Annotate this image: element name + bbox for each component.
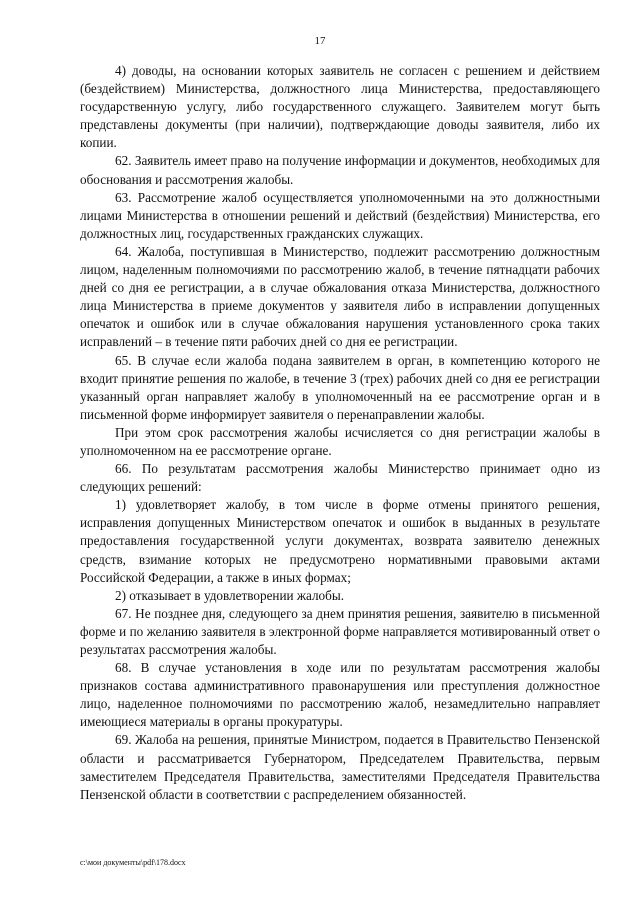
- paragraph-62: 62. Заявитель имеет право на получение информации и документов, необходимых для обоснования и рассмотрения жалобы.: [80, 153, 600, 187]
- paragraph-67: 67. Не позднее дня, следующего за днем принятия решения, заявителю в письменной форме и по желанию заявителя в электронной форме направляется мотивированный ответ о результатах рассмотрения жалобы.: [80, 605, 600, 657]
- footer-file-path: c:\мои документы\pdf\178.docx: [80, 858, 186, 867]
- paragraph-64: 64. Жалоба, поступившая в Министерство, подлежит рассмотрению должностным лицом, наделенным полномочиями по рассмотрению жалоб, в течение пятнадцати рабочих дней со дня ее регистрации, а в случае обжалования отказа Министерства, должностного лица Министерства в приеме документов у заявителя либо в исправлении допущенных опечаток и ошибок или в случае обжалования нарушения установленного срока таких исправлений – в течение пяти рабочих дней со дня ее регистрации.: [80, 243, 600, 350]
- paragraph-65-continuation: При этом срок рассмотрения жалобы исчисляется со дня регистрации жалобы в уполномоченном на ее рассмотрение органе.: [80, 424, 600, 458]
- paragraph-66-item-1: 1) удовлетворяет жалобу, в том числе в форме отмены принятого решения, исправления допущенных Министерством опечаток и ошибок в выданных в результате предоставления государственной услуги документах, возврата заявителю денежных средств, взимание которых не предусмотрено нормативными правовыми актами Российской Федерации, а также в иных формах;: [80, 497, 600, 585]
- paragraph-66-item-2: 2) отказывает в удовлетворении жалобы.: [115, 587, 345, 603]
- paragraph-66: 66. По результатам рассмотрения жалобы Министерство принимает одно из следующих решений:: [80, 461, 600, 495]
- document-body: [80, 62, 600, 804]
- paragraph-item-4: 4) доводы, на основании которых заявитель не согласен с решением и действием (бездействием) Министерства, должностного лица Министерства, предоставляющего государственную услугу, либо государственного служащего. Заявителем могут быть представлены документы (при наличии), подтверждающие доводы заявителя, либо их копии.: [80, 63, 600, 151]
- paragraph-68: 68. В случае установления в ходе или по результатам рассмотрения жалобы признаков состава административного правонарушения или преступления должностное лицо, наделенное полномочиями по рассмотрению жалоб, незамедлительно направляет имеющиеся материалы в органы прокуратуры.: [80, 660, 600, 730]
- paragraph-63: 63. Рассмотрение жалоб осуществляется уполномоченными на это должностными лицами Министерства в отношении решений и действий (бездействия) Министерства, его должностных лиц, государственных гражданских служащих.: [80, 189, 600, 241]
- paragraph-69: 69. Жалоба на решения, принятые Министром, подается в Правительство Пензенской области и рассматривается Губернатором, Председателем Правительства, первым заместителем Председателя Правительства, заместителями Председателя Правительства Пензенской области в соответствии с распределением обязанностей.: [80, 732, 600, 802]
- paragraph-65: 65. В случае если жалоба подана заявителем в орган, в компетенцию которого не входит принятие решения по жалобе, в течение 3 (трех) рабочих дней со дня ее регистрации указанный орган направляет жалобу в уполномоченный на ее рассмотрение орган и в письменной форме информирует заявителя о перенаправлении жалобы.: [80, 352, 600, 422]
- page-number: 17: [314, 35, 326, 47]
